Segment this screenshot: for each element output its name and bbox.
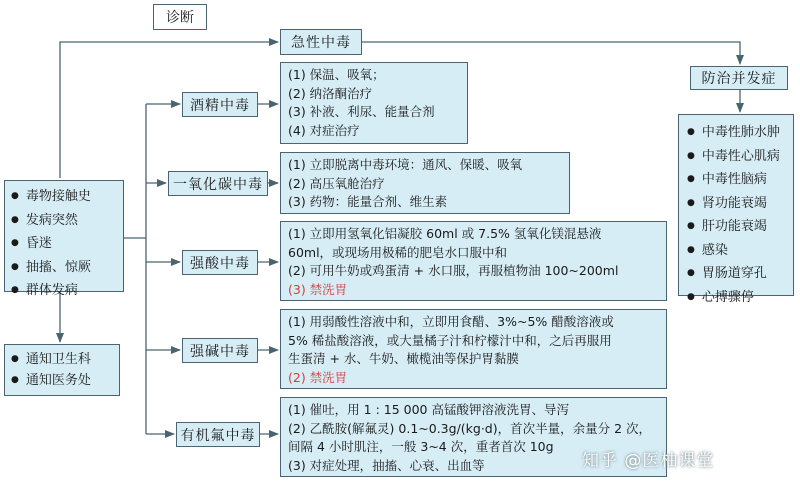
treatment-line: (2) 可用牛奶或鸡蛋清 + 水口服，再服植物油 100~200ml xyxy=(288,263,619,278)
treatment-warning: (2) 禁洗胃 xyxy=(288,369,348,385)
treatment-line: 间隔 4 小时肌注，一般 3~4 次，重者首次 10g xyxy=(288,439,554,454)
poison-node-co xyxy=(168,171,268,196)
prevent-complications-box xyxy=(690,66,788,90)
treatment-line: (3) 补液、利尿、能量合剂 xyxy=(288,104,435,119)
acute-poisoning-box xyxy=(280,29,362,55)
symptom-item: ● 抽搐、惊厥 xyxy=(11,256,117,280)
symptom-item: ● 发病突然 xyxy=(11,209,117,233)
complication-item: ● 感染 xyxy=(687,239,785,263)
watermark: 知乎 @医柚课堂 xyxy=(582,451,715,471)
symptom-item: ● 毒物接触史 xyxy=(11,185,117,209)
treatment-co xyxy=(280,152,570,214)
notify-box xyxy=(4,344,120,396)
treatment-line: (2) 高压氧舱治疗 xyxy=(288,175,385,191)
poison-node-alcohol xyxy=(182,92,258,117)
complication-item: ● 中毒性肺水肿 xyxy=(687,121,785,145)
prevent-complications-label: 防治并发症 xyxy=(701,71,777,87)
treatment-line: (1) 立即脱离中毒环境：通风、保暖、吸氧 xyxy=(288,157,523,172)
treatment-line: (3) 药物：能量合剂、维生素 xyxy=(288,194,448,209)
complication-item: ● 肝功能衰竭 xyxy=(687,215,785,239)
complications-box xyxy=(678,114,794,305)
treatment-acid xyxy=(280,221,667,301)
poison-node-label: 一氧化碳中毒 xyxy=(173,176,263,193)
treatment-line: (1) 立即用氢氧化铝凝胶 60ml 或 7.5% 氢氧化镁混悬液 xyxy=(288,226,602,241)
complication-item: ● 肾功能衰竭 xyxy=(687,192,785,216)
complication-item: ● 中毒性心肌病 xyxy=(687,145,785,169)
treatment-line: (2) 乙酰胺(解氟灵) 0.1~0.3g/(kg·d)，首次半量，余量分 2 次， xyxy=(288,420,652,436)
poison-node-label: 酒精中毒 xyxy=(190,97,250,114)
poison-node-alkali xyxy=(182,338,258,363)
symptom-item: ● 群体发病 xyxy=(11,279,117,303)
treatment-line: 60ml，或现场用极稀的肥皂水口服中和 xyxy=(288,244,508,260)
complication-item: ● 胃肠道穿孔 xyxy=(687,262,785,286)
treatment-alcohol xyxy=(280,62,468,144)
complication-item: ● 心搏骤停 xyxy=(687,286,785,310)
treatment-warning: (3) 禁洗胃 xyxy=(288,281,348,297)
line-to-prevent xyxy=(362,42,740,64)
notify-item: ● 通知卫生科 xyxy=(11,349,113,370)
acute-poisoning-label: 急性中毒 xyxy=(291,35,351,51)
treatment-line: (4) 对症治疗 xyxy=(288,122,360,138)
treatment-alkali xyxy=(280,309,667,389)
poison-node-acid xyxy=(182,250,258,275)
poison-node-fluorine xyxy=(176,422,260,447)
treatment-line: (2) 纳洛酮治疗 xyxy=(288,85,373,101)
poison-node-label: 强碱中毒 xyxy=(190,343,250,360)
symptoms-box xyxy=(4,180,124,298)
poison-node-label: 有机氟中毒 xyxy=(180,427,256,444)
complication-item: ● 中毒性脑病 xyxy=(687,168,785,192)
treatment-line: (1) 用弱酸性溶液中和，立即用食醋、3%~5% 醋酸溶液或 xyxy=(288,314,614,329)
symptom-item: ● 昏迷 xyxy=(11,232,117,256)
treatment-line: (3) 对症处理，抽搐、心衰、出血等 xyxy=(288,457,485,473)
treatment-line: (1) 催吐，用 1 : 15 000 高锰酸钾溶液洗胃、导泻 xyxy=(288,402,569,417)
diagnosis-label: 诊断 xyxy=(166,10,194,26)
poison-node-label: 强酸中毒 xyxy=(190,255,250,272)
treatment-line: 生蛋清 + 水、牛奶、橄榄油等保护胃黏膜 xyxy=(288,351,519,366)
diagnosis-box xyxy=(153,4,207,30)
notify-item: ● 通知医务处 xyxy=(11,370,113,391)
treatment-line: 5% 稀盐酸溶液，或大量橘子汁和柠檬汁中和，之后再服用 xyxy=(288,332,612,348)
treatment-line: (1) 保温、吸氧； xyxy=(288,67,385,82)
